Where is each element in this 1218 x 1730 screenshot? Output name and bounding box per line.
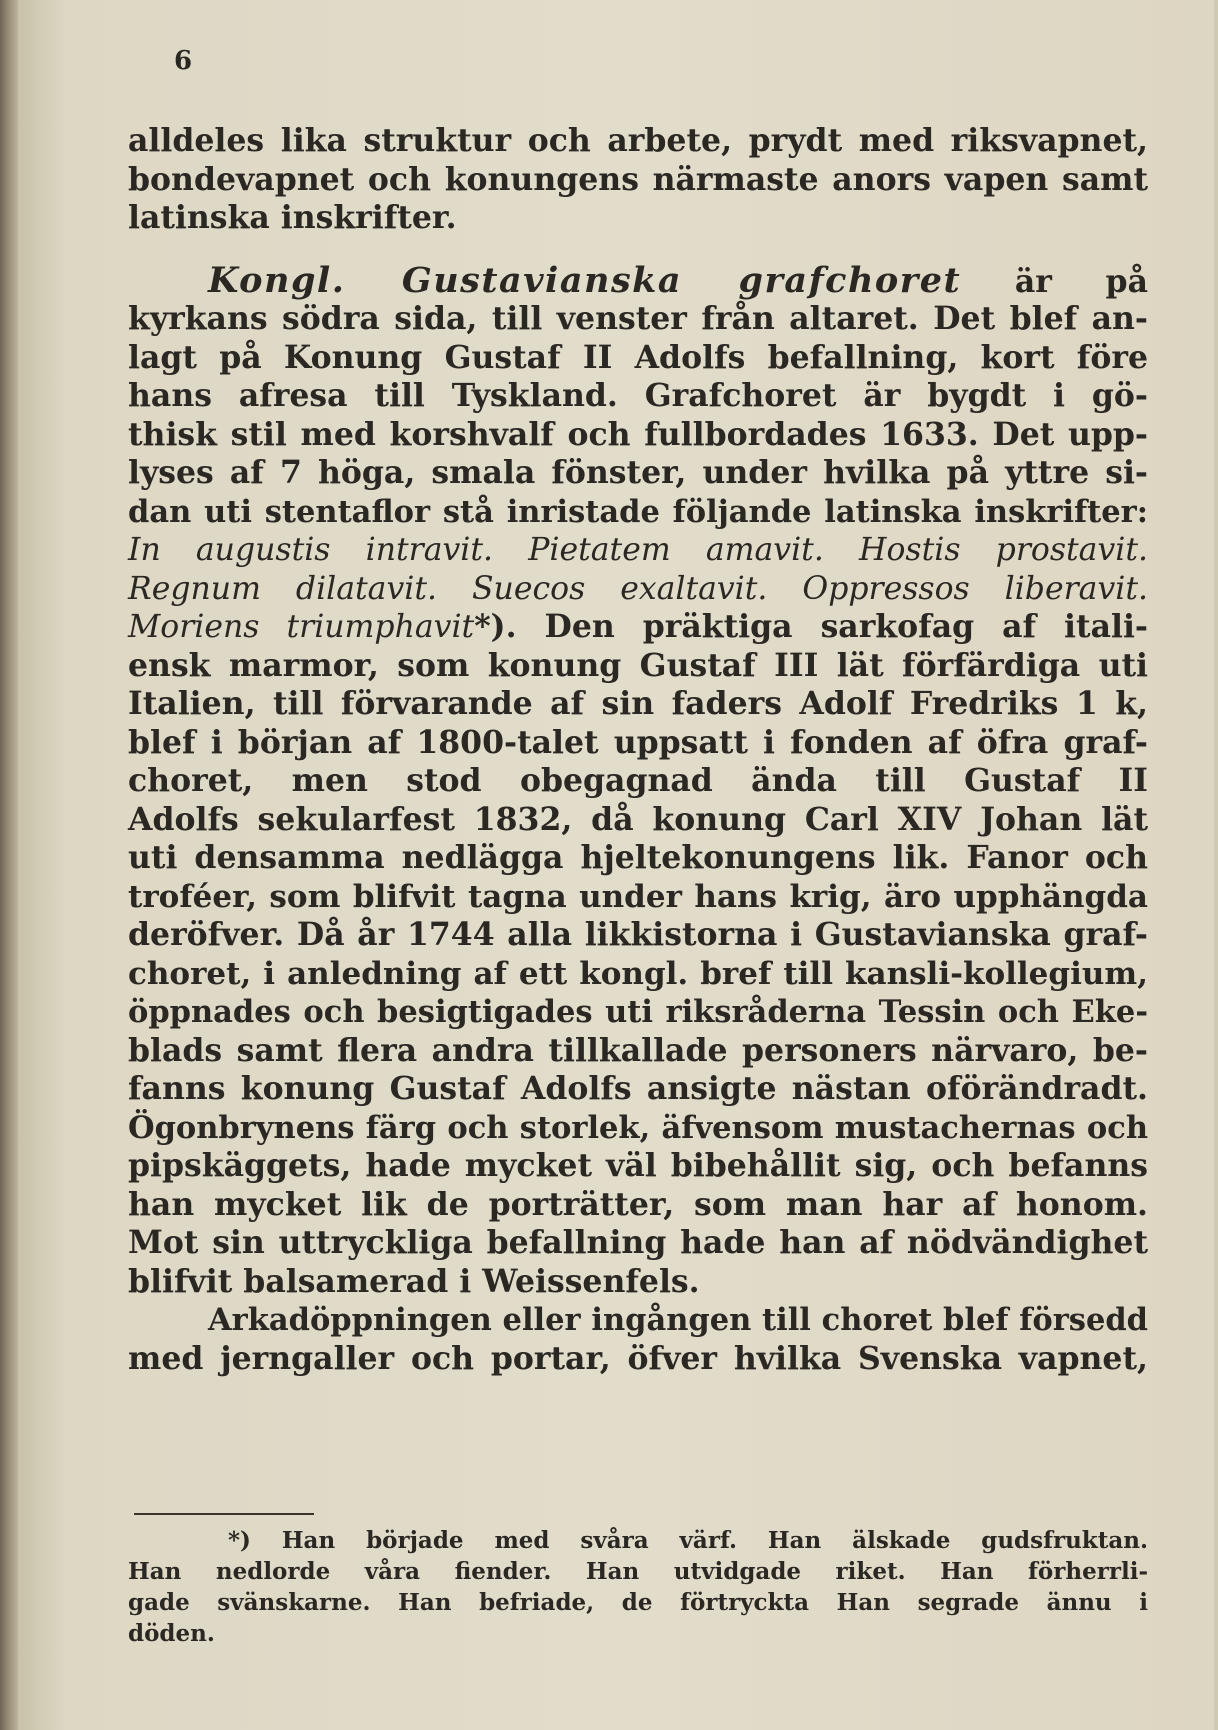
text-line: troféer, som blifvit tagna under hans krig, äro upphängda — [128, 878, 1148, 915]
latin-inscription-line: In augustis intravit. Pietatem amavit. Hostis prostavit. — [128, 532, 1148, 568]
text-line — [128, 608, 1148, 647]
footnote — [128, 1525, 1148, 1649]
text-line: Ögonbrynens färg och storlek, äfvensom mustachernas och — [128, 1109, 1148, 1146]
text-line: choret, men stod obegagnad ända till Gustaf II — [128, 762, 1148, 799]
text-run: *). Den präktiga sarkofag af itali- — [474, 608, 1148, 645]
latin-inscription-line: Regnum dilatavit. Suecos exaltavit. Oppressos liberavit. — [128, 570, 1148, 607]
text-line: Arkadöppningen eller ingången till choret blef försedd — [208, 1302, 1148, 1338]
text-line: Adolfs sekularfest 1832, då konung Carl XIV Johan lät — [128, 800, 1148, 838]
footnote-line: döden. — [128, 1620, 215, 1647]
text-line: lagt på Konung Gustaf II Adolfs befallning, kort före — [128, 338, 1148, 376]
text-line: uti densamma nedlägga hjeltekonungens lik. Fanor och — [128, 839, 1148, 876]
footnote-line: Han nedlorde våra fiender. Han utvidgade riket. Han förherrli- — [128, 1558, 1148, 1585]
text-line: fanns konung Gustaf Adolfs ansigte nästan oförändradt. — [128, 1070, 1148, 1107]
text-line: latinska inskrifter. — [128, 199, 457, 236]
text-line: dan uti stentaflor stå inristade följande latinska inskrifter: — [128, 493, 1148, 530]
footnote-line: *) Han började med svåra värf. Han älskade gudsfruktan. — [228, 1527, 1148, 1554]
text-line: pipskäggets, hade mycket väl bibehållit sig, och befanns — [128, 1147, 1148, 1184]
section-heading-line — [128, 259, 1148, 301]
text-line: alldeles lika struktur och arbete, prydt med riksvapnet, — [128, 122, 1148, 159]
book-spine — [0, 0, 18, 1730]
text-line: ensk marmor, som konung Gustaf III lät förfärdiga uti — [128, 646, 1148, 684]
text-line: Mot sin uttryckliga befallning hade han af nödvändighet — [128, 1224, 1148, 1261]
footnote-divider — [134, 1513, 314, 1515]
text-line: deröfver. Då år 1744 alla likkistorna i Gustavianska graf- — [128, 916, 1148, 953]
text-line: Italien, till förvarande af sin faders Adolf Fredriks 1 k, — [128, 685, 1148, 722]
text-line: kyrkans södra sida, till venster från altaret. Det blef an- — [128, 300, 1148, 337]
text-run: är på — [1014, 262, 1148, 300]
page-number: 6 — [174, 46, 194, 76]
text-line: choret, i anledning af ett kongl. bref till kansli-kollegium, — [128, 955, 1148, 992]
text-line: hans afresa till Tyskland. Grafchoret är bygdt i gö- — [128, 377, 1148, 414]
text-line: blef i början af 1800-talet uppsatt i fonden af öfra graf- — [128, 723, 1148, 761]
paragraph-gap — [128, 238, 1148, 262]
text-line: han mycket lik de porträtter, som man har af honom. — [128, 1185, 1148, 1223]
text-line: bondevapnet och konungens närmaste anors vapen samt — [128, 160, 1148, 198]
text-line: thisk stil med korshvalf och fullbordades 1633. Det upp- — [128, 415, 1148, 453]
section-heading: Kongl. Gustavianska grafchoret — [208, 259, 962, 301]
text-line: med jerngaller och portar, öfver hvilka Svenska vapnet, — [128, 1339, 1148, 1377]
body-text — [128, 122, 1148, 1378]
text-line: öppnades och besigtigades uti riksråderna Tessin och Eke- — [128, 994, 1148, 1030]
latin-inscription-run: Moriens triumphavit — [128, 609, 475, 645]
text-line: blads samt flera andra tillkallade personers närvaro, be- — [128, 1031, 1148, 1069]
text-line: lyses af 7 höga, smala fönster, under hvilka på yttre si- — [128, 454, 1148, 491]
footnote-line: gade svänskarne. Han befriade, de förtryckta Han segrade ännu i — [128, 1589, 1148, 1616]
text-line: blifvit balsamerad i Weissenfels. — [128, 1262, 700, 1300]
